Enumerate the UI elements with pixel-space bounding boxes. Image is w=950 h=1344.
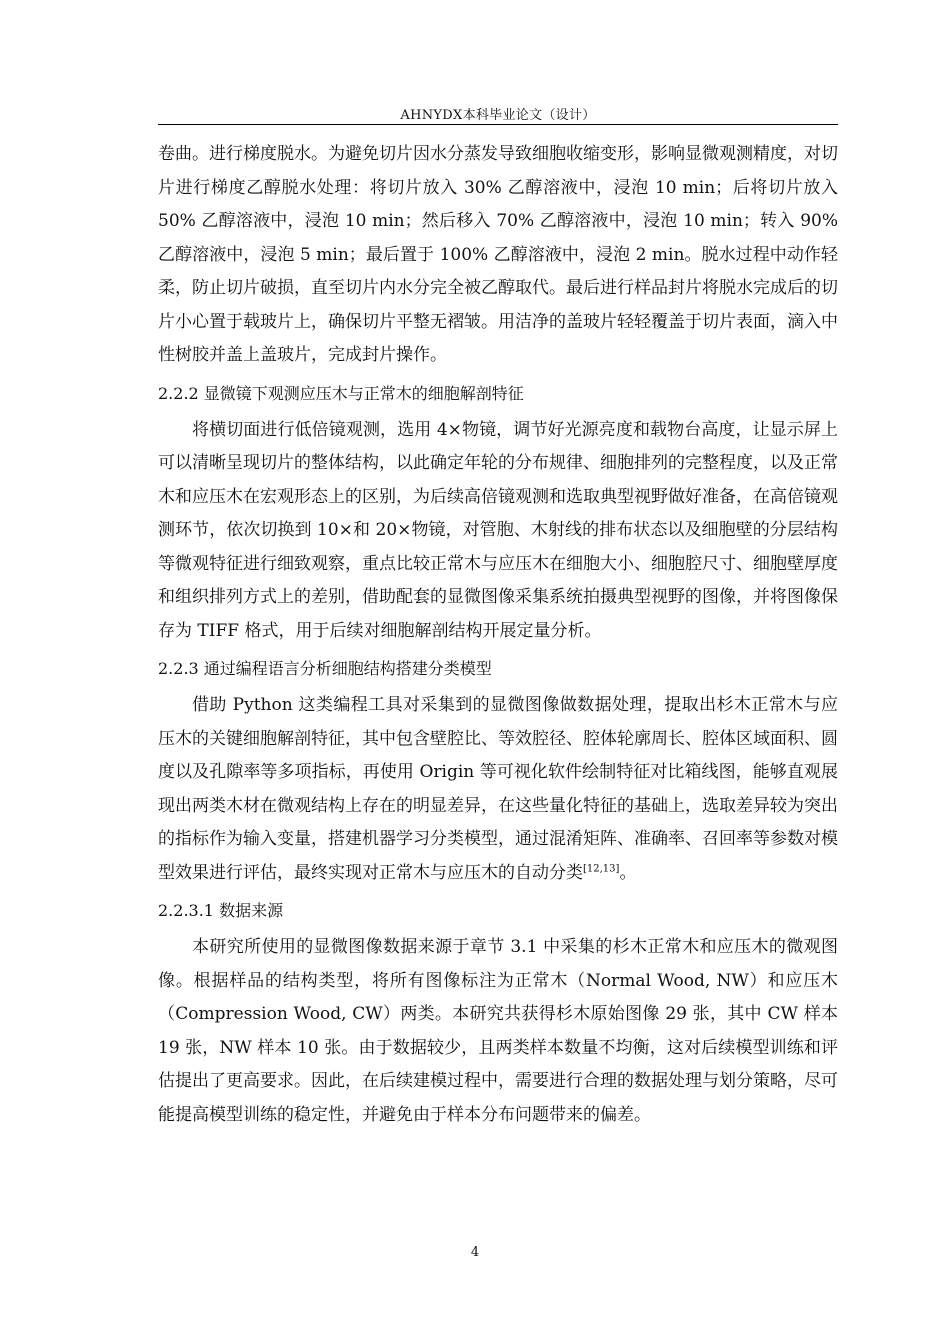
section-heading-2-2-3: 2.2.3 通过编程语言分析细胞结构搭建分类模型 [158,659,492,678]
running-header: AHNYDX本科毕业论文（设计） [400,108,596,123]
page-body [158,138,838,1132]
header-divider [158,124,838,125]
paragraph-dehydration: 卷曲。进行梯度脱水。为避免切片因水分蒸发导致细胞收缩变形，影响显微观测精度，对切片进行梯度乙醇脱水处理：将切片放入 30% 乙醇溶液中，浸泡 10 min；后将切片放入 50% 乙醇溶液中，浸泡 10 min；然后移入 70% 乙醇溶液中，浸泡 10 min；转入 90% 乙醇溶液中，浸泡 5 min；最后置于 100% 乙醇溶液中，浸泡 2 min。脱水过程中动作轻柔，防止切片破损，直至切片内水分完全被乙醇取代。最后进行样品封片将脱水完成后的切片小心置于载玻片上，确保切片平整无褶皱。用洁净的盖玻片轻轻覆盖于切片表面，滴入中性树胶并盖上盖玻片，完成封片操作。 [158,144,838,365]
paragraph-end: 。 [619,862,637,883]
section-heading-2-2-3-1: 2.2.3.1 数据来源 [158,901,284,920]
page-number: 4 [470,1245,480,1260]
section-heading-2-2-2: 2.2.2 显微镜下观测应压木与正常木的细胞解剖特征 [158,383,524,403]
paragraph-microscopy: 将横切面进行低倍镜观测，选用 4×物镜，调节好光源亮度和载物台高度，让显示屏上可以清晰呈现切片的整体结构，以此确定年轮的分布规律、细胞排列的完整程度，以及正常木和应压木在宏观形态上的区别，为后续高倍镜观测和选取典型视野做好准备，在高倍镜观测环节，依次切换到 10×和 20×物镜，对管胞、木射线的排布状态以及细胞壁的分层结构等微观特征进行细致观察，重点比较正常木与应压木在细胞大小、细胞腔尺寸、细胞壁厚度和组织排列方式上的差别，借助配套的显微图像采集系统拍摄典型视野的图像，并将图像保存为 TIFF 格式，用于后续对细胞解剖结构开展定量分析。 [158,419,838,641]
paragraph-text: 借助 Python 这类编程工具对采集到的显微图像做数据处理，提取出杉木正常木与应压木的关键细胞解剖特征，其中包含壁腔比、等效腔径、腔体轮廓周长、腔体区域面积、圆度以及孔隙率等多项指标，再使用 Origin 等可视化软件绘制特征对比箱线图，能够直观展现出两类木材在微观结构上存在的明显差异，在这些量化特征的基础上，选取差异较为突出的指标作为输入变量，搭建机器学习分类模型，通过混淆矩阵、准确率、召回率等参数对模型效果进行评估，最终实现对正常木与应压木的自动分类 [158,695,838,883]
paragraph-classification-model [158,689,838,890]
citation-superscript: [12,13] [583,862,620,874]
paragraph-data-source: 本研究所使用的显微图像数据来源于章节 3.1 中采集的杉木正常木和应压木的微观图像。根据样品的结构类型，将所有图像标注为正常木（Normal Wood, NW）和应压木（Compression Wood, CW）两类。本研究共获得杉木原始图像 29 张，其中 CW 样本 19 张，NW 样本 10 张。由于数据较少，且两类样本数量不均衡，这对后续模型训练和评估提出了更高要求。因此，在后续建模过程中，需要进行合理的数据处理与划分策略，尽可能提高模型训练的稳定性，并避免由于样本分布问题带来的偏差。 [158,937,838,1125]
